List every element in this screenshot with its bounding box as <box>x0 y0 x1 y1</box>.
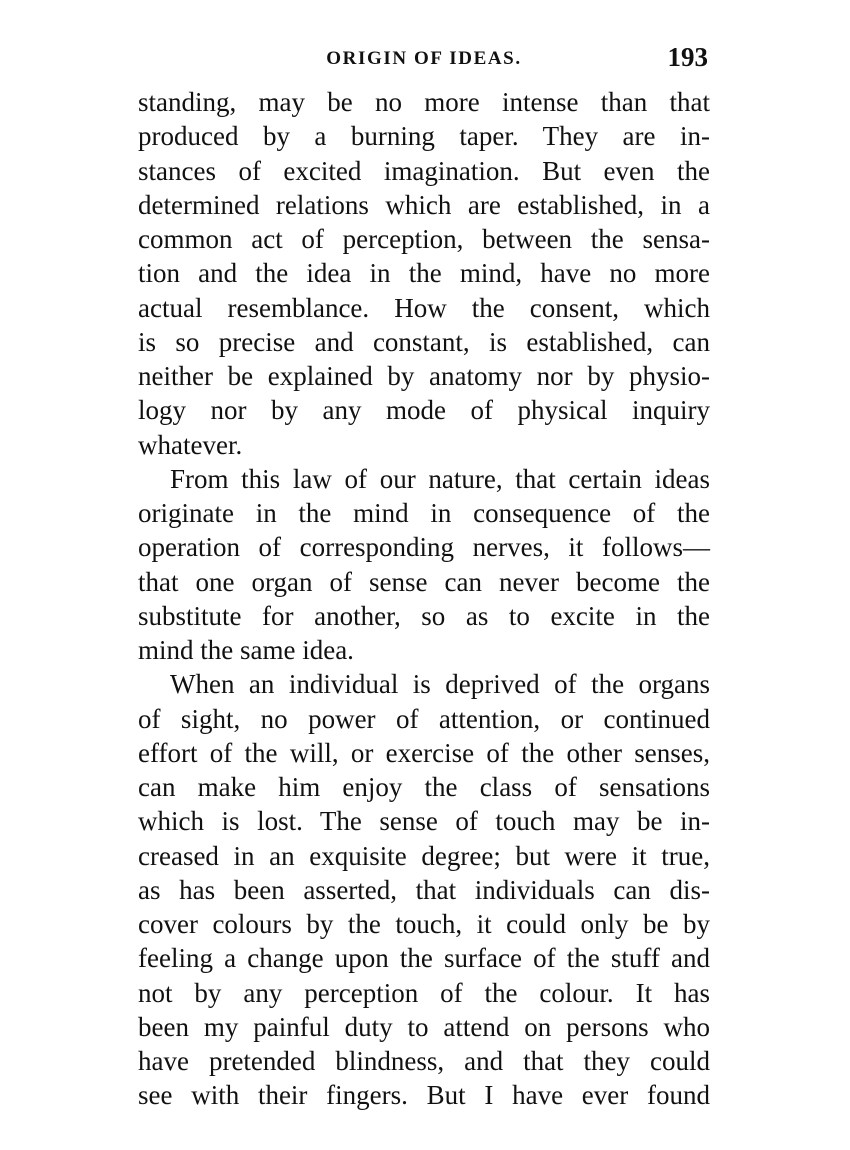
text-line: have pretended blindness, and that they could <box>138 1046 710 1076</box>
text-line: neither be explained by anatomy nor by physio- <box>138 361 710 391</box>
paragraph-end-line: whatever. <box>138 429 243 460</box>
text-line: standing, may be no more intense than that <box>138 87 710 117</box>
page-number: 193 <box>667 42 708 72</box>
text-line: originate in the mind in consequence of the <box>138 498 710 528</box>
text-line: which is lost. The sense of touch may be in- <box>138 806 710 837</box>
body-text <box>138 85 710 1113</box>
text-line: creased in an exquisite degree; but were it true, <box>138 840 710 871</box>
paragraph-end-line: mind the same idea. <box>138 635 354 665</box>
text-line: been my painful duty to attend on persons who <box>138 1011 710 1042</box>
text-line: see with their fingers. But I have ever found <box>138 1080 710 1111</box>
text-line: produced by a burning taper. They are in- <box>138 121 710 152</box>
text-line: stances of excited imagination. But even the <box>138 155 710 186</box>
running-head <box>138 40 710 80</box>
text-line: logy nor by any mode of physical inquiry <box>138 395 710 426</box>
text-line: of sight, no power of attention, or continued <box>138 703 710 734</box>
text-line: is so precise and constant, is established, can <box>138 326 710 357</box>
text-line: that one organ of sense can never become the <box>138 566 710 597</box>
text-line: can make him enjoy the class of sensations <box>138 772 710 802</box>
text-line: common act of perception, between the sensa- <box>138 224 710 254</box>
text-line: cover colours by the touch, it could only be by <box>138 909 710 939</box>
text-line: actual resemblance. How the consent, which <box>138 292 710 323</box>
text-line: substitute for another, so as to excite in the <box>138 600 710 631</box>
text-line: determined relations which are established, in a <box>138 189 710 220</box>
text-line: effort of the will, or exercise of the other senses, <box>138 737 710 768</box>
text-line: operation of corresponding nerves, it follows— <box>138 532 710 563</box>
running-head-title: ORIGIN OF IDEAS. <box>326 48 522 69</box>
text-line: not by any perception of the colour. It has <box>138 977 710 1008</box>
text-line: as has been asserted, that individuals can dis- <box>138 874 710 905</box>
paragraph-start-line: From this law of our nature, that certain ideas <box>170 463 710 494</box>
text-line: feeling a change upon the surface of the stuff and <box>138 943 710 974</box>
text-line: tion and the idea in the mind, have no more <box>138 258 710 289</box>
paragraph-start-line: When an individual is deprived of the organs <box>170 669 710 700</box>
